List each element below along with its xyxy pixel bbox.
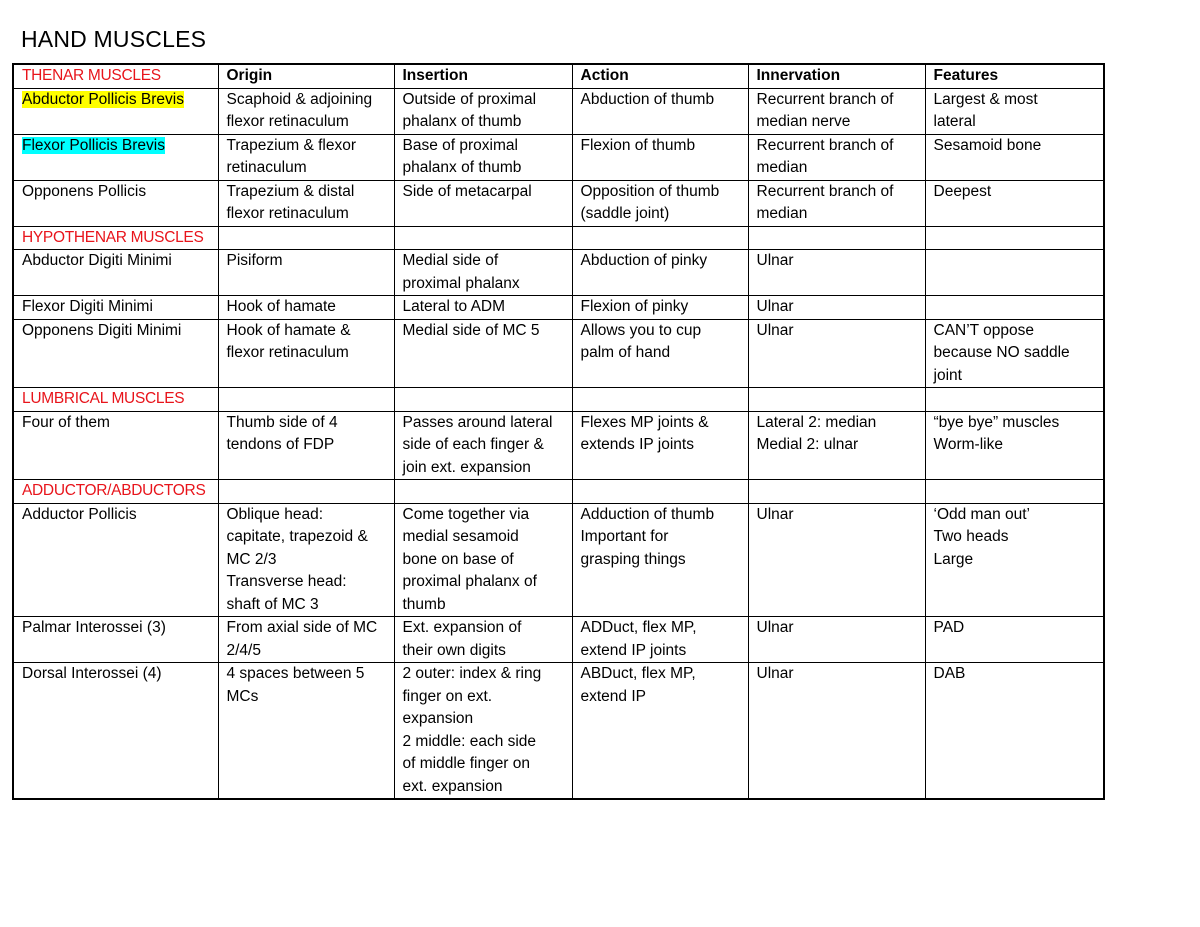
muscle-name-highlighted: Abductor Pollicis Brevis [22, 90, 184, 108]
table-row [13, 503, 1104, 617]
origin-cell: Hook of hamate & flexor retinaculum [218, 319, 394, 388]
empty-cell [394, 388, 572, 412]
section-heading-hypothenar: HYPOTHENAR MUSCLES [13, 226, 218, 250]
features-cell: ‘Odd man out’ Two heads Large [925, 503, 1104, 617]
empty-cell [748, 480, 925, 504]
origin-cell: Trapezium & flexor retinaculum [218, 134, 394, 180]
action-cell: Flexes MP joints & extends IP joints [572, 411, 748, 480]
features-cell: Largest & most lateral [925, 88, 1104, 134]
action-cell: ADDuct, flex MP, extend IP joints [572, 617, 748, 663]
features-cell: DAB [925, 663, 1104, 800]
section-row [13, 388, 1104, 412]
table-row [13, 180, 1104, 226]
empty-cell [748, 226, 925, 250]
empty-cell [572, 480, 748, 504]
action-cell: Abduction of pinky [572, 250, 748, 296]
innervation-cell: Ulnar [748, 663, 925, 800]
innervation-cell: Ulnar [748, 319, 925, 388]
empty-cell [394, 226, 572, 250]
insertion-cell: Come together via medial sesamoid bone on base of proximal phalanx of thumb [394, 503, 572, 617]
muscle-name-cell: Adductor Pollicis [13, 503, 218, 617]
table-row [13, 296, 1104, 320]
muscle-name-highlighted: Flexor Pollicis Brevis [22, 136, 165, 154]
origin-cell: From axial side of MC 2/4/5 [218, 617, 394, 663]
empty-cell [925, 388, 1104, 412]
muscle-name-cell: Flexor Digiti Minimi [13, 296, 218, 320]
page-title: HAND MUSCLES [21, 26, 207, 52]
features-cell [925, 296, 1104, 320]
column-header-innervation: Innervation [748, 64, 925, 88]
innervation-cell: Ulnar [748, 617, 925, 663]
muscle-name-cell [13, 134, 218, 180]
insertion-cell: Passes around lateral side of each finger & join ext. expansion [394, 411, 572, 480]
action-cell: Abduction of thumb [572, 88, 748, 134]
action-cell: Adduction of thumb Important for grasping things [572, 503, 748, 617]
empty-cell [218, 388, 394, 412]
action-cell: Flexion of pinky [572, 296, 748, 320]
origin-cell: Hook of hamate [218, 296, 394, 320]
muscle-name-cell [13, 88, 218, 134]
origin-cell: Pisiform [218, 250, 394, 296]
insertion-cell: Lateral to ADM [394, 296, 572, 320]
muscle-name-cell: Palmar Interossei (3) [13, 617, 218, 663]
action-cell: Flexion of thumb [572, 134, 748, 180]
table-row [13, 663, 1104, 800]
origin-cell: Oblique head: capitate, trapezoid & MC 2/3 Transverse head: shaft of MC 3 [218, 503, 394, 617]
section-heading-thenar: THENAR MUSCLES [13, 64, 218, 88]
table-row [13, 411, 1104, 480]
features-cell: CAN’T oppose because NO saddle joint [925, 319, 1104, 388]
table-row [13, 134, 1104, 180]
empty-cell [218, 226, 394, 250]
insertion-cell: Side of metacarpal [394, 180, 572, 226]
empty-cell [572, 226, 748, 250]
empty-cell [572, 388, 748, 412]
innervation-cell: Lateral 2: median Medial 2: ulnar [748, 411, 925, 480]
column-header-insertion: Insertion [394, 64, 572, 88]
features-cell: “bye bye” muscles Worm-like [925, 411, 1104, 480]
insertion-cell: 2 outer: index & ring finger on ext. expansion 2 middle: each side of middle finger on ext. expansion [394, 663, 572, 800]
insertion-cell: Medial side of MC 5 [394, 319, 572, 388]
empty-cell [925, 480, 1104, 504]
features-cell: PAD [925, 617, 1104, 663]
origin-cell: Trapezium & distal flexor retinaculum [218, 180, 394, 226]
insertion-cell: Base of proximal phalanx of thumb [394, 134, 572, 180]
empty-cell [748, 388, 925, 412]
muscle-name-cell: Four of them [13, 411, 218, 480]
innervation-cell: Ulnar [748, 250, 925, 296]
muscle-name-cell: Opponens Pollicis [13, 180, 218, 226]
empty-cell [925, 226, 1104, 250]
action-cell: ABDuct, flex MP, extend IP [572, 663, 748, 800]
table-row [13, 319, 1104, 388]
section-row [13, 480, 1104, 504]
table-row [13, 88, 1104, 134]
features-cell: Sesamoid bone [925, 134, 1104, 180]
column-header-action: Action [572, 64, 748, 88]
table-row [13, 617, 1104, 663]
section-heading-lumbrical: LUMBRICAL MUSCLES [13, 388, 218, 412]
column-header-features: Features [925, 64, 1104, 88]
origin-cell: 4 spaces between 5 MCs [218, 663, 394, 800]
section-row [13, 226, 1104, 250]
empty-cell [218, 480, 394, 504]
action-cell: Allows you to cup palm of hand [572, 319, 748, 388]
features-cell: Deepest [925, 180, 1104, 226]
innervation-cell: Ulnar [748, 503, 925, 617]
innervation-cell: Recurrent branch of median [748, 134, 925, 180]
section-heading-adductor: ADDUCTOR/ABDUCTORS [13, 480, 218, 504]
origin-cell: Scaphoid & adjoining flexor retinaculum [218, 88, 394, 134]
innervation-cell: Recurrent branch of median nerve [748, 88, 925, 134]
action-cell: Opposition of thumb (saddle joint) [572, 180, 748, 226]
features-cell [925, 250, 1104, 296]
muscle-name-cell: Dorsal Interossei (4) [13, 663, 218, 800]
insertion-cell: Ext. expansion of their own digits [394, 617, 572, 663]
empty-cell [394, 480, 572, 504]
insertion-cell: Medial side of proximal phalanx [394, 250, 572, 296]
innervation-cell: Recurrent branch of median [748, 180, 925, 226]
muscle-name-cell: Abductor Digiti Minimi [13, 250, 218, 296]
innervation-cell: Ulnar [748, 296, 925, 320]
insertion-cell: Outside of proximal phalanx of thumb [394, 88, 572, 134]
header-row [13, 64, 1104, 88]
muscle-name-cell: Opponens Digiti Minimi [13, 319, 218, 388]
hand-muscles-table [12, 63, 1105, 800]
column-header-origin: Origin [218, 64, 394, 88]
origin-cell: Thumb side of 4 tendons of FDP [218, 411, 394, 480]
table-row [13, 250, 1104, 296]
